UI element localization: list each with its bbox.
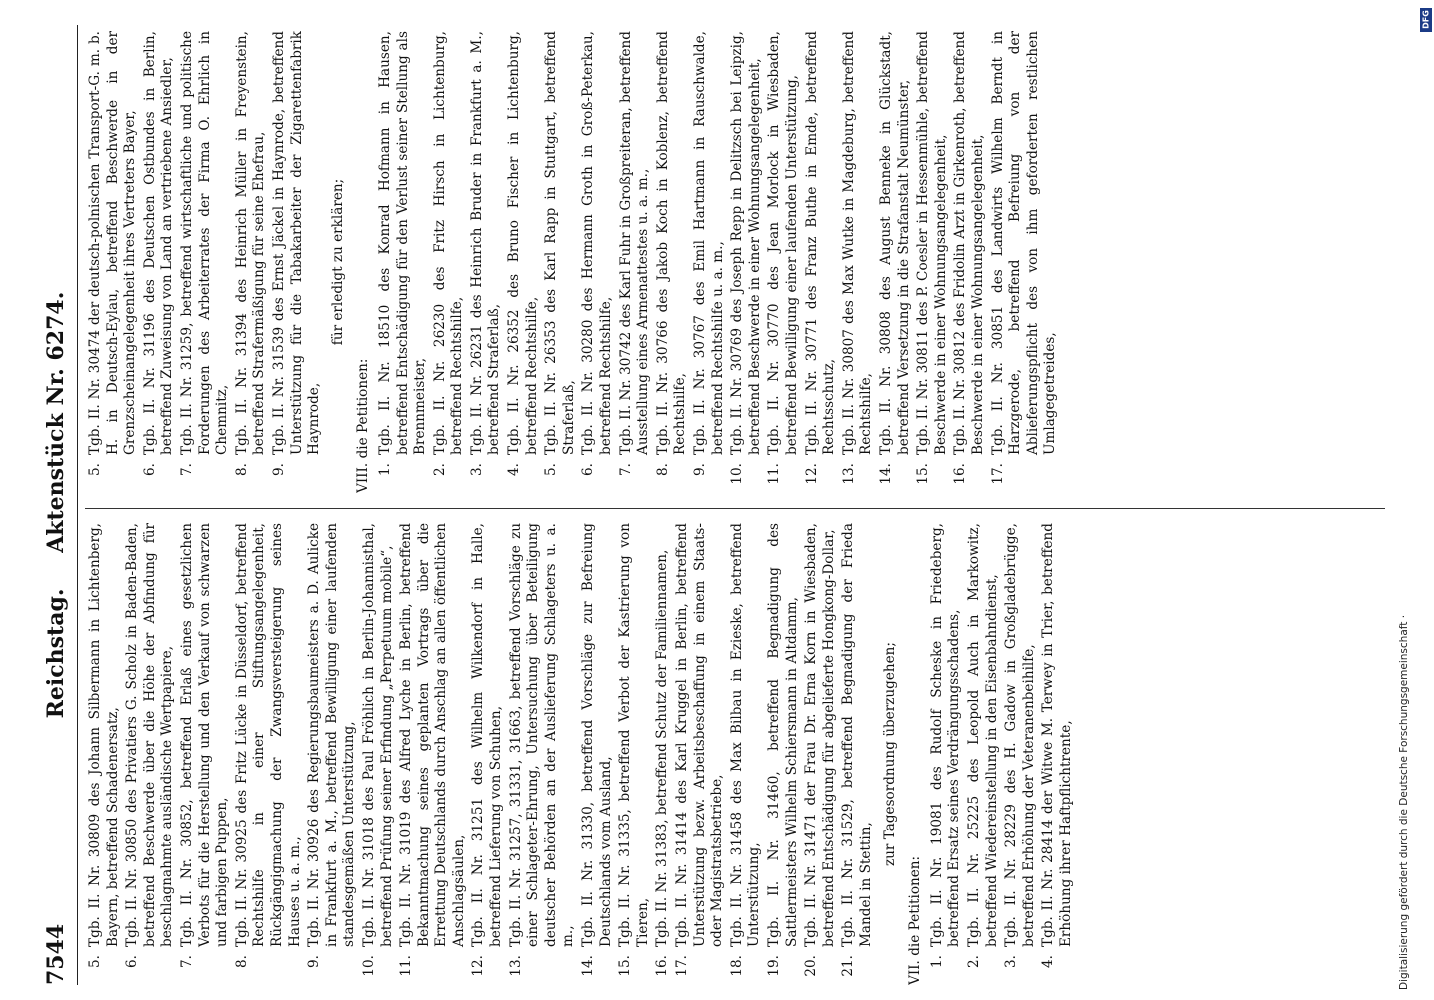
entry-text: Tgb. II. Nr. 26352 des Bruno Fischer in Lichtenburg, betreffend Rechtshilfe, [506,31,540,455]
petition-entry [1003,523,1038,985]
petition-entry [432,31,467,493]
petition-entry [803,523,838,985]
entry-text: Tgb. II. Nr. 30771 des Franz Buthe in Emde, betreffend Rechtsschutz, [803,31,838,455]
petition-entry [655,31,690,493]
page-header [37,25,78,985]
petition-entry [952,31,987,493]
entry-text: Tgb. II. Nr. 30811 des P. Coesler in Hessenmühle, betreffend Beschwerde in einer Wohnungsangelegenheit, [915,31,949,455]
petition-entry [1040,523,1075,985]
entry-number: 6. [124,955,141,968]
entry-number: 13. [507,955,524,977]
petition-entry [377,31,430,493]
entry-text: Tgb. II. Nr. 30851 des Landwirts Wilhelm Berndt in Harzgerode, betreffend Befreiung von der Ablieferungspflicht des von ihm geforderten restlichen Umlagegetreides, [989,31,1059,455]
entry-text: Tgb. II. Nr. 31414 des Karl Kruggel in Berlin, betreffend Unterstützung bezw. Arbeitsbeschaffung in einem Staats- oder Magistratsbetriebe, [674,523,726,947]
resolution-line: für erledigt zu erklären; [329,178,346,346]
petition-entry [234,523,304,985]
petition-entry [234,31,269,493]
entry-text: Tgb. II. Nr. 30807 des Max Wutke in Magdeburg, betreffend Rechtshilfe, [840,31,875,455]
petition-entry [580,31,615,493]
petition-entry [878,31,913,493]
entry-number: 5. [87,955,103,968]
dfg-logo-text: DFG [1421,10,1431,29]
petition-entry [692,31,727,493]
entry-number: 7. [617,463,634,476]
digitization-credit: Digitalisierung gefördert durch die Deutsche Forschungsgemeinschaft · [1398,614,1410,990]
entry-text: Tgb. II. Nr. 25225 des Leopold Auch in Markowitz, betreffend Wiedereinstellung in den Eisenbahndienst, [965,523,1000,947]
petition-entry [674,523,727,985]
entry-number: 9. [270,463,287,476]
petition-entry [508,523,578,985]
entry-text: Tgb. II. Nr. 31458 des Max Bilbau in Ezieske, betreffend Unterstützung, [728,523,763,947]
entry-text: Tgb. II. Nr. 31257, 31331, 31663, betreffend Vorschläge zu einer Schlageter-Ehrung, Untersuchung über Beteiligung deutscher Behörden an der Auslieferung Schlageters u. a. m., [507,523,577,947]
entry-number: 19. [765,955,782,977]
petition-entry [306,523,359,985]
entry-text: Tgb. II. Nr. 30812 des Fridolin Arzt in Girkenroth, betreffend Beschwerde in einer Wohnungsangelegenheit, [952,31,986,455]
entry-number: 13. [840,463,857,485]
entry-number: 10. [360,955,377,977]
entry-text: Tgb. II. Nr. 30850 des Privatiers G. Scholz in Baden-Baden, betreffend Beschwerde über die Höhe der Abfindung für beschlagnahmte ausländische Wertpapiere, [124,523,176,947]
petition-entry [766,31,801,493]
entry-number: 9. [692,463,708,476]
page-number: 7544 [43,923,69,985]
entry-number: 4. [506,463,523,476]
entry-number: 4. [1040,955,1057,968]
entry-text: Tgb. II. Nr. 31529, betreffend Begnadigung der Frieda Mandel in Stettin, [840,523,874,947]
entry-text: Tgb. II. Nr. 30280 des Hermann Groth in Groß-Peterkau, betreffend Rechtshilfe, [580,31,615,455]
petition-entry [398,523,468,985]
entry-number: 15. [617,955,634,977]
petition-entry [804,31,839,493]
entry-number: 18. [728,955,745,977]
entry-text: Tgb. II. Nr. 30766 des Jakob Koch in Koblenz, betreffend Rechtshilfe, [654,31,689,455]
petition-entry [179,31,232,493]
entry-number: 7. [178,463,195,476]
entry-text: Tgb. II. Nr. 26231 des Heinrich Bruder in Frankfurt a. M., betreffend Straferlaß, [468,31,503,455]
entry-text: Tgb. II. Nr. 31460, betreffend Begnadigung des Sattlermeisters Wilhelm Schiersmann in Altdamm, [765,523,800,947]
petition-entry [729,523,764,985]
petition-entry [729,31,764,493]
entry-text: Tgb. II. Nr. 31018 des Paul Fröhlich in Berlin-Johannisthal, betreffend Prüfung seiner Erfindung „Perpetuum mobile“, [360,523,395,947]
petition-entry [617,523,652,985]
running-title [43,25,69,985]
petition-entry [271,31,324,493]
petition-entry [618,31,653,493]
petition-entry [929,523,964,985]
entry-text: Tgb. II. Nr. 30852, betreffend Erlaß eines gesetzlichen Verbots für die Herstellung und den Verkauf von schwarzen und farbigen Puppen, [178,523,231,947]
petition-entry [543,31,578,493]
petition-entry [87,31,140,493]
entry-number: 11. [766,463,783,485]
entry-number: 3. [1003,955,1020,968]
entry-number: 10. [729,463,746,485]
petition-entry [654,523,672,985]
entry-number: 11. [398,955,415,977]
entry-number: 14. [580,955,597,977]
petition-entry [470,523,505,985]
entry-number: 8. [654,463,671,476]
entry-text: Tgb. II. Nr. 30925 des Fritz Lücke in Düsseldorf, betreffend Rechtshilfe in einer Stiftungsangelegenheit, Rückgängigmachung der Zwangsversteigerung seines Hauses u. a. m., [233,523,303,947]
entry-text: Tgb. II. Nr. 31394 des Heinrich Müller in Freyenstein, betreffend Strafermäßigung für seine Ehefrau, [233,31,268,455]
entry-text: Tgb. II. Nr. 30742 des Karl Fuhr in Großpreiteran, betreffend Ausstellung eines Armenattestes u. a. m., [617,31,652,455]
entry-text: Tgb. II. Nr. 31330, betreffend Vorschläge zur Befreiung Deutschlands vom Ausland, [580,523,614,947]
entry-text: Tgb. II. Nr. 28229 des H. Gadow in Großgladebrügge, betreffend Erhöhung der Veteranenbeihilfe, [1003,523,1037,947]
petition-entry [841,31,876,493]
entry-number: 16. [952,463,969,485]
entry-number: 7. [178,955,195,968]
entry-number: 6. [141,463,158,476]
entry-number: 6. [580,463,597,476]
entry-number: 1. [376,463,393,476]
entry-text: Tgb. II. Nr. 26353 des Karl Rapp in Stuttgart, betreffend Straferlaß, [543,31,577,455]
entry-text: Tgb. II. Nr. 30808 des August Benneke in Glückstadt, betreffend Versetzung in die Strafanstalt Neumünster, [877,31,912,455]
entry-number: 20. [803,955,820,977]
petition-entry [124,523,177,985]
entry-text: Tgb. II. Nr. 19081 des Rudolf Scheske in Friedeberg, betreffend Ersatz seines Verdrängungsschadens, [928,523,963,947]
entry-number: 14. [877,463,894,485]
petition-entry [469,31,504,493]
entry-number: 16. [654,955,671,977]
entry-text: Tgb. II. Nr. 30767 des Emil Hartmann in Rauschwalde, betreffend Rechtshilfe u. a. m., [692,31,726,455]
running-title-left: Reichstag. [43,588,69,719]
entry-text: Tgb. II. Nr. 31251 des Wilhelm Wilkendorf in Halle, betreffend Lieferung von Schuhen, [470,523,505,947]
entry-text: Tgb. II. Nr. 31196 des Deutschen Ostbundes in Berlin, betreffend Zuweisung von Land an vertriebene Ansiedler, [141,31,176,455]
entry-number: 8. [233,955,250,968]
entry-text: Tgb. II. Nr. 30474 der deutsch-polnischen Transport-G. m. b. H. in Deutsch-Eylau, betreffend Beschwerde in der Grenzscheinangelegenheit ihres Vertreters Bayer, [87,31,139,455]
entry-number: 2. [431,463,448,476]
column-divider [85,508,1385,509]
entry-number: 12. [470,955,487,977]
rotated-page [37,25,1407,985]
entry-number: 15. [915,463,932,485]
petition-entry [361,523,396,985]
petition-entry [179,523,232,985]
entry-number: 5. [87,463,103,476]
entry-text: Tgb. II. Nr. 28414 der Witwe M. Terwey in Trier, betreffend Erhöhung ihrer Haftpflichtrente, [1040,523,1074,947]
entry-number: 12. [803,463,820,485]
petition-entry [966,523,1001,985]
dfg-logo [1420,8,1432,32]
entry-text: Tgb. II. Nr. 31471 der Frau Dr. Erna Korn in Wiesbaden, betreffend Entschädigung für abgelieferte Hongkong-Dollar, [803,523,837,947]
entry-number: 21. [840,955,857,977]
entry-number: 3. [468,463,485,476]
entry-number: 1. [928,955,945,968]
section-heading: VIII. die Petitionen: [355,358,372,493]
left-column [87,523,1387,985]
entry-text: Tgb. II. Nr. 31539 des Ernst Jäckel in Haynrode, betreffend Unterstützung für die Tabakarbeiter der Zigarettenfabrik Haynrode, [270,31,323,455]
entry-text: Tgb. II. Nr. 30770 des Jean Morlock in Wiesbaden, betreffend Bewilligung einer laufenden Unterstützung, [766,31,800,455]
petition-entry [990,31,1060,493]
entry-text: Tgb. II. Nr. 30769 des Joseph Repp in Delitzsch bei Leipzig, betreffend Beschwerde in einer Wohnungsangelegenheit, [729,31,763,455]
entry-text: Tgb. II. Nr. 31259, betreffend wirtschaftliche und politische Forderungen des Arbeiterrates der Firma O. Ehrlich in Chemnitz, [178,31,231,455]
petition-entry [142,31,177,493]
entry-number: 17. [674,955,690,977]
right-column [87,31,1387,493]
entry-text: Tgb. II. Nr. 31383, betreffend Schutz der Familiennamen, [654,549,671,947]
section-heading: VII. die Petitionen: [907,855,924,985]
entry-text: Tgb. II. Nr. 18510 des Konrad Hofmann in Hausen, betreffend Entschädigung für den Verlust seiner Stellung als Brennmeister, [376,31,429,455]
petition-entry [915,31,950,493]
petition-entry [840,523,875,985]
entry-number: 8. [233,463,250,476]
entry-number: 2. [965,955,982,968]
running-title-right: Aktenstück Nr. 6274. [43,291,69,553]
entry-number: 5. [543,463,560,476]
entry-text: Tgb. II. Nr. 30809 des Johann Silbermann in Lichtenberg, Bayern, betreffend Schadenersatz, [87,523,121,947]
petition-entry [87,523,122,985]
entry-number: 17. [989,463,1006,485]
entry-text: Tgb. II. Nr. 31019 des Alfred Lyche in Berlin, betreffend Bekanntmachung seines geplanten Vortrags über die Errettung Deutschlands durch Anschlag an allen öffentlichen Anschlagsäulen, [398,523,467,947]
entry-text: Tgb. II. Nr. 26230 des Fritz Hirsch in Lichtenburg, betreffend Rechtshilfe, [431,31,466,455]
entry-text: Tgb. II. Nr. 31335, betreffend Verbot der Kastrierung von Tieren, [617,523,651,947]
petition-entry [766,523,801,985]
entry-number: 9. [306,955,323,968]
resolution-line: zur Tagesordnung überzugehen; [881,641,898,867]
entry-text: Tgb. II. Nr. 30926 des Regierungsbaumeisters a. D. Aulicke in Frankfurt a. M., betreffend Bewilligung einer laufenden standesgemäßen Unterstützung, [306,523,358,947]
petition-entry [580,523,615,985]
petition-entry [506,31,541,493]
